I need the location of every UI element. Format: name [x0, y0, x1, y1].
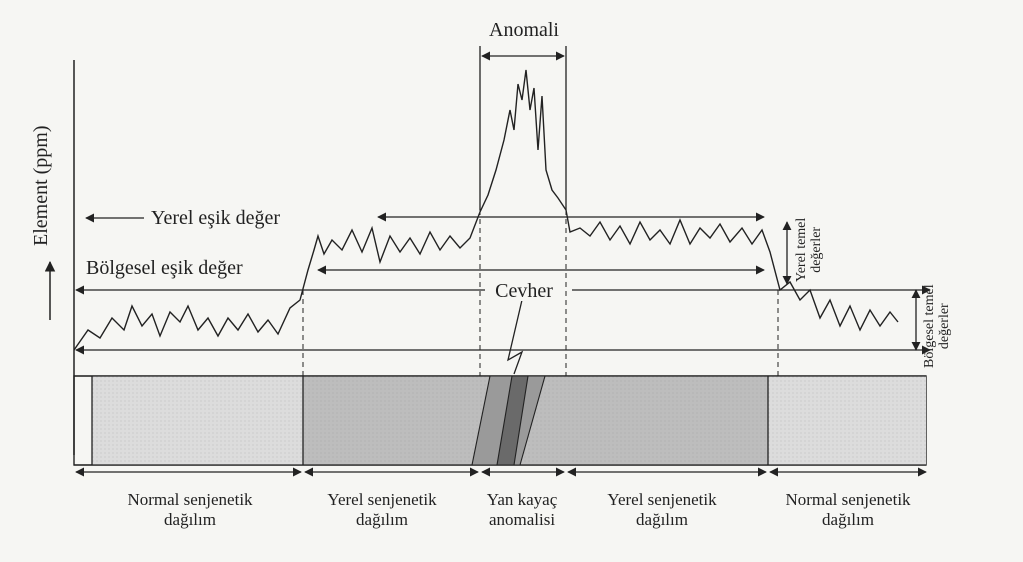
- local-threshold-label: Yerel eşik değer: [148, 208, 283, 228]
- zone-caption-local-left: [327, 490, 436, 530]
- zone-caption-line1: Yerel senjenetik: [607, 490, 717, 509]
- zone-caption-line1: Yan kayaç: [486, 490, 558, 509]
- regional-background-line2: değerler: [937, 303, 952, 350]
- zone-caption-line2: dağılım: [822, 510, 874, 529]
- zone-caption-line1: Yerel senjenetik: [327, 490, 437, 509]
- ore-label: Cevher: [491, 281, 557, 301]
- zone-caption-line2: dağılım: [636, 510, 688, 529]
- y-axis-label: Element (ppm): [30, 125, 52, 246]
- local-background-label: [794, 218, 824, 282]
- zone-caption-halo: [487, 490, 558, 530]
- anomaly-label: Anomali: [489, 19, 559, 41]
- regional-background-line1: Bölgesel temel: [922, 284, 937, 368]
- zone-caption-line2: anomalisi: [488, 510, 556, 529]
- zone-caption-line1: Normal senjenetik: [785, 490, 911, 509]
- local-background-line2: değerler: [809, 226, 824, 273]
- zone-caption-normal-left: [127, 490, 252, 530]
- zone-caption-line2: dağılım: [356, 510, 408, 529]
- regional-threshold-label: Bölgesel eşik değer: [86, 257, 243, 279]
- ore-pointer: [508, 300, 522, 374]
- zone-caption-local-right: [607, 490, 716, 530]
- zone-caption-line1: Normal senjenetik: [127, 490, 253, 509]
- zone-caption-normal-right: [785, 490, 910, 530]
- regional-background-label: [922, 284, 952, 368]
- local-background-line1: Yerel temel: [794, 217, 809, 282]
- zone-caption-line2: dağılım: [164, 510, 216, 529]
